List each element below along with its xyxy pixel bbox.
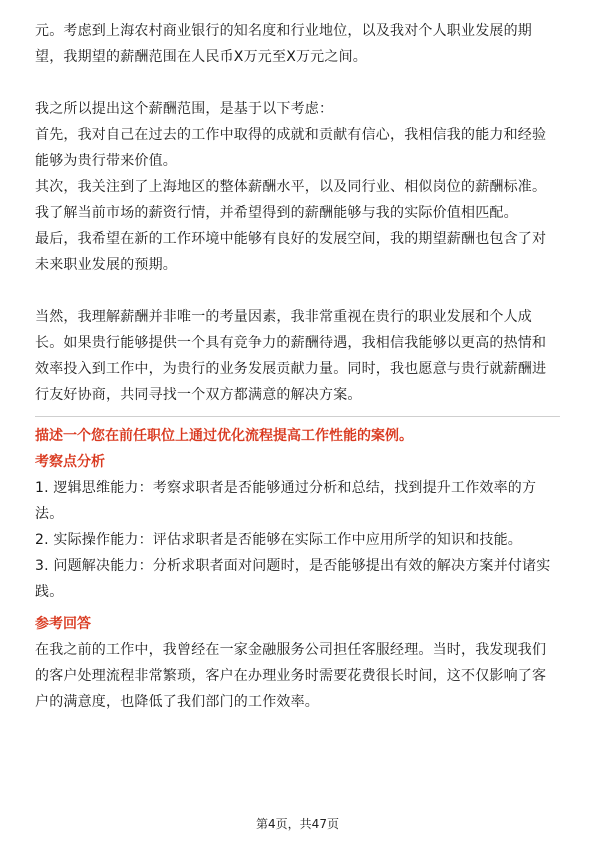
text-line: 最后，我希望在新的工作环境中能够有良好的发展空间，我的期望薪酬也包含了对 <box>35 231 547 247</box>
text-line: 长。如果贵行能够提供一个具有竞争力的薪酬待遇，我相信我能够以更高的热情和 <box>35 335 547 351</box>
reasons-paragraph <box>35 96 560 278</box>
analysis-list <box>35 475 560 605</box>
answer-paragraph <box>35 637 560 715</box>
section-divider <box>35 416 560 417</box>
page-number: 第4页，共47页 <box>256 817 339 831</box>
text-line: 未来职业发展的预期。 <box>35 257 177 273</box>
reasons-lead: 我之所以提出这个薪酬范围，是基于以下考虑： <box>35 101 334 117</box>
text-line: 行友好协商，共同寻找一个双方都满意的解决方案。 <box>35 387 362 403</box>
text-line: 在我之前的工作中，我曾经在一家金融服务公司担任客服经理。当时，我发现我们 <box>35 642 547 658</box>
text-line: 能够为贵行带来价值。 <box>35 153 177 169</box>
intro-paragraph <box>35 18 560 70</box>
document-body <box>35 18 560 715</box>
text-line: 首先，我对自己在过去的工作中取得的成就和贡献有信心，我相信我的能力和经验 <box>35 127 547 143</box>
list-item: 2. 实际操作能力：评估求职者是否能够在实际工作中应用所学的知识和技能。 <box>35 532 523 548</box>
text-line: 当然，我理解薪酬并非唯一的考量因素，我非常重视在贵行的职业发展和个人成 <box>35 309 532 325</box>
text-line: 户的满意度，也降低了我们部门的工作效率。 <box>35 694 319 710</box>
answer-heading: 参考回答 <box>35 616 91 632</box>
list-item: 法。 <box>35 506 64 522</box>
text-line: 元。考虑到上海农村商业银行的知名度和行业地位，以及我对个人职业发展的期 <box>35 23 532 39</box>
list-item: 1. 逻辑思维能力：考察求职者是否能够通过分析和总结，找到提升工作效率的方 <box>35 480 537 496</box>
text-line: 的客户处理流程非常繁琐，客户在办理业务时需要花费很长时间，这不仅影响了客 <box>35 668 547 684</box>
list-item: 3. 问题解决能力：分析求职者面对问题时，是否能够提出有效的解决方案并付诸实 <box>35 558 551 574</box>
text-line: 效率投入到工作中，为贵行的业务发展贡献力量。同时，我也愿意与贵行就薪酬进 <box>35 361 547 377</box>
list-item: 践。 <box>35 584 64 600</box>
analysis-heading: 考察点分析 <box>35 454 105 470</box>
closing-paragraph <box>35 304 560 408</box>
text-line: 其次，我关注到了上海地区的整体薪酬水平，以及同行业、相似岗位的薪酬标准。 <box>35 179 547 195</box>
text-line: 我了解当前市场的薪资行情，并希望得到的薪酬能够与我的实际价值相匹配。 <box>35 205 518 221</box>
text-line: 望，我期望的薪酬范围在人民币X万元至X万元之间。 <box>35 49 367 65</box>
interview-question: 描述一个您在前任职位上通过优化流程提高工作性能的案例。 <box>35 428 413 444</box>
